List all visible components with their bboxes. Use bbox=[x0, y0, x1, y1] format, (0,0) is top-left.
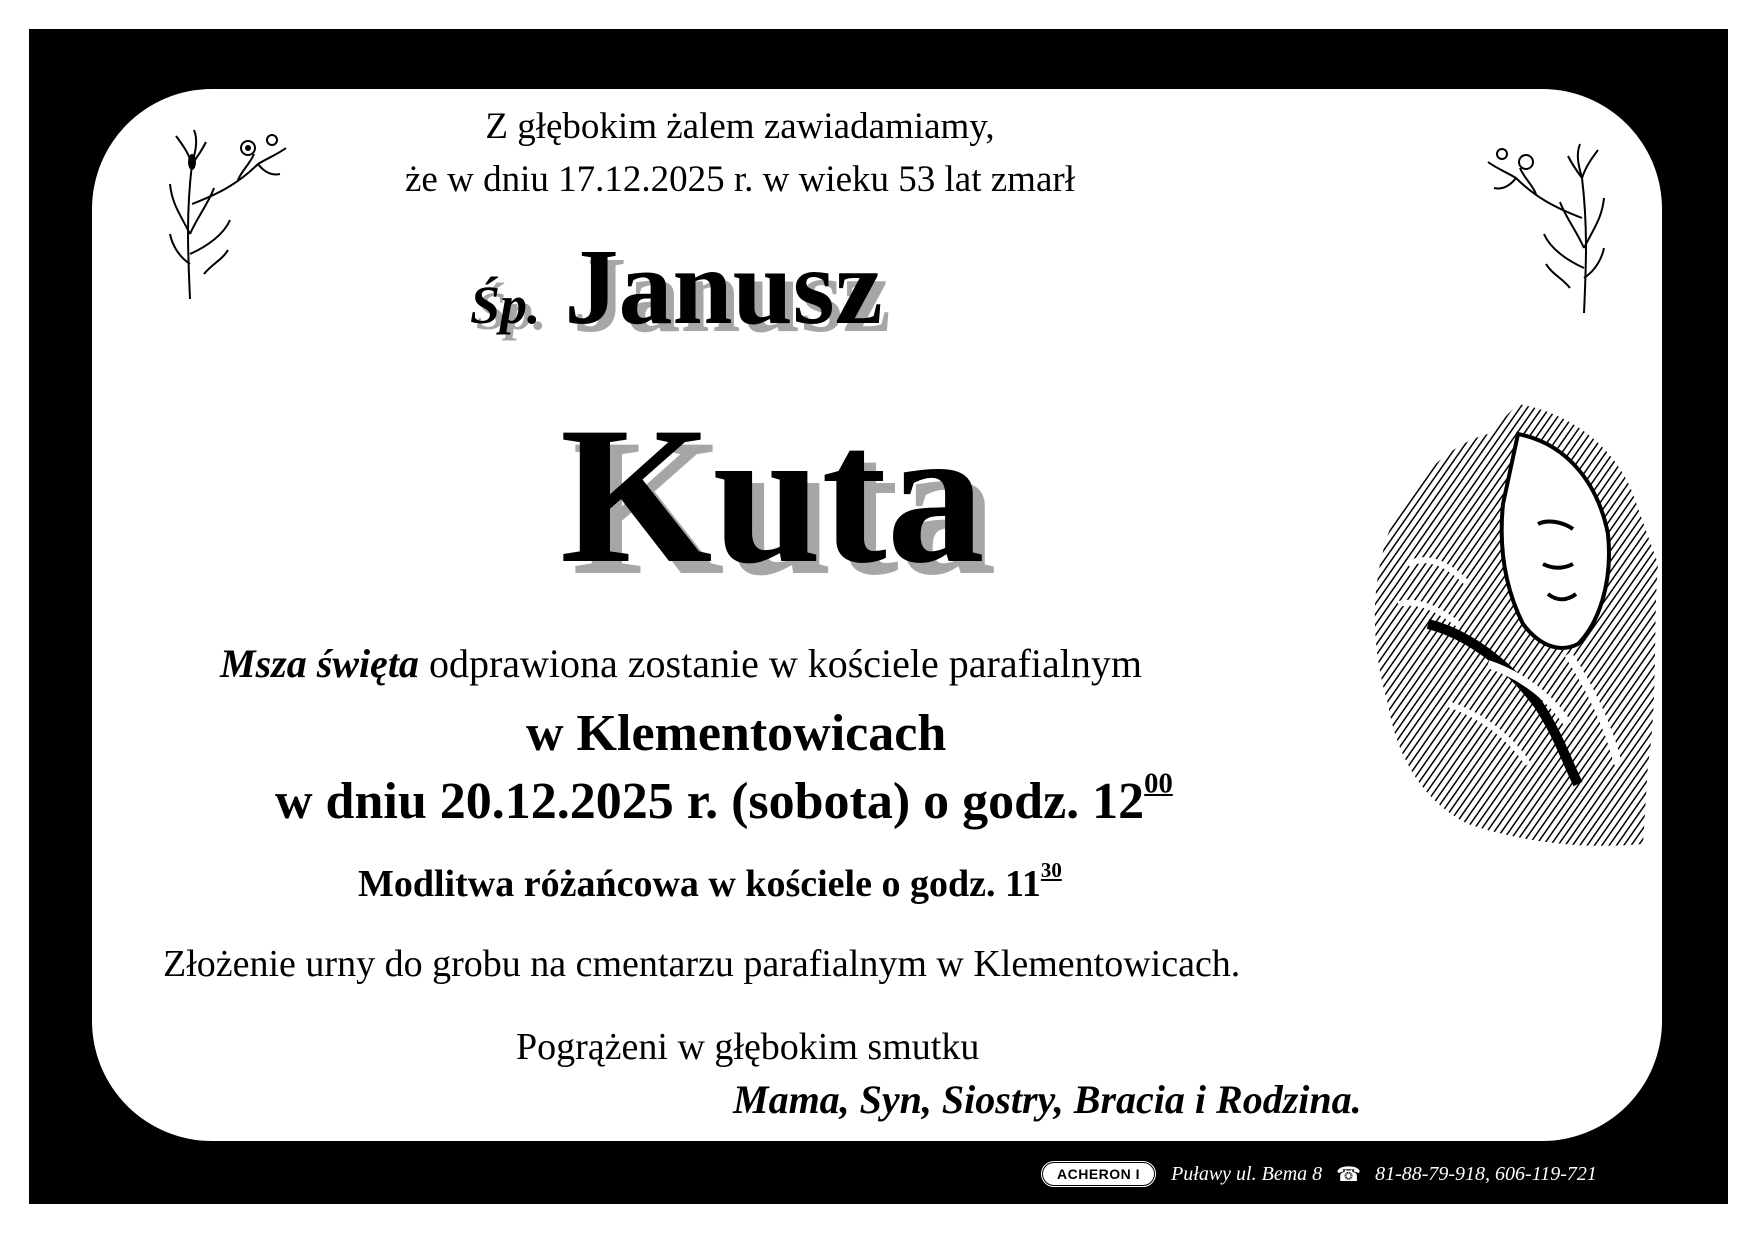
right-lily-flower-icon bbox=[1476, 138, 1606, 318]
sp-prefix: Śp. bbox=[470, 275, 541, 335]
funeral-home-address: Puławy ul. Bema 8 bbox=[1171, 1162, 1323, 1185]
mass-date: w dniu 20.12.2025 r. (sobota) o godz. 12 bbox=[275, 773, 1145, 830]
funeral-home-logo: ACHERON I bbox=[1040, 1160, 1157, 1188]
funeral-home-phones: 81-88-79-918, 606-119-721 bbox=[1375, 1162, 1597, 1185]
rosary-line bbox=[358, 858, 1062, 906]
rosary-text: Modlitwa różańcowa w kościele o godz. 11 bbox=[358, 863, 1041, 905]
left-lily-flower-icon bbox=[168, 124, 298, 304]
mass-rest: odprawiona zostanie w kościele parafialnym bbox=[428, 641, 1143, 686]
funeral-home-footer bbox=[1040, 1156, 1597, 1192]
mass-line bbox=[220, 640, 1142, 687]
mourning-figure-illustration bbox=[1368, 404, 1658, 854]
mass-emphasis: Msza święta bbox=[220, 641, 419, 686]
grief-line: Pogrążeni w głębokim smutku bbox=[516, 1026, 980, 1068]
first-name: Janusz bbox=[564, 228, 883, 347]
phone-icon: ☎ bbox=[1336, 1163, 1362, 1186]
surname: Kuta bbox=[560, 387, 985, 604]
mass-date-line bbox=[275, 768, 1173, 831]
family-signature: Mama, Syn, Siostry, Bracia i Rodzina. bbox=[733, 1077, 1362, 1122]
mass-place: w Klementowicach bbox=[526, 705, 947, 762]
intro-line-2: że w dniu 17.12.2025 r. w wieku 53 lat zmarł bbox=[405, 159, 1075, 200]
mass-time-minutes: 00 bbox=[1144, 768, 1173, 800]
intro-line-1: Z głębokim żalem zawiadamiamy, bbox=[485, 106, 995, 147]
first-name-line bbox=[470, 226, 883, 350]
burial-text: Złożenie urny do grobu na cmentarzu parafialnym w Klementowicach. bbox=[163, 943, 1241, 985]
intro-text bbox=[320, 100, 1160, 206]
rosary-time-minutes: 30 bbox=[1040, 858, 1062, 883]
